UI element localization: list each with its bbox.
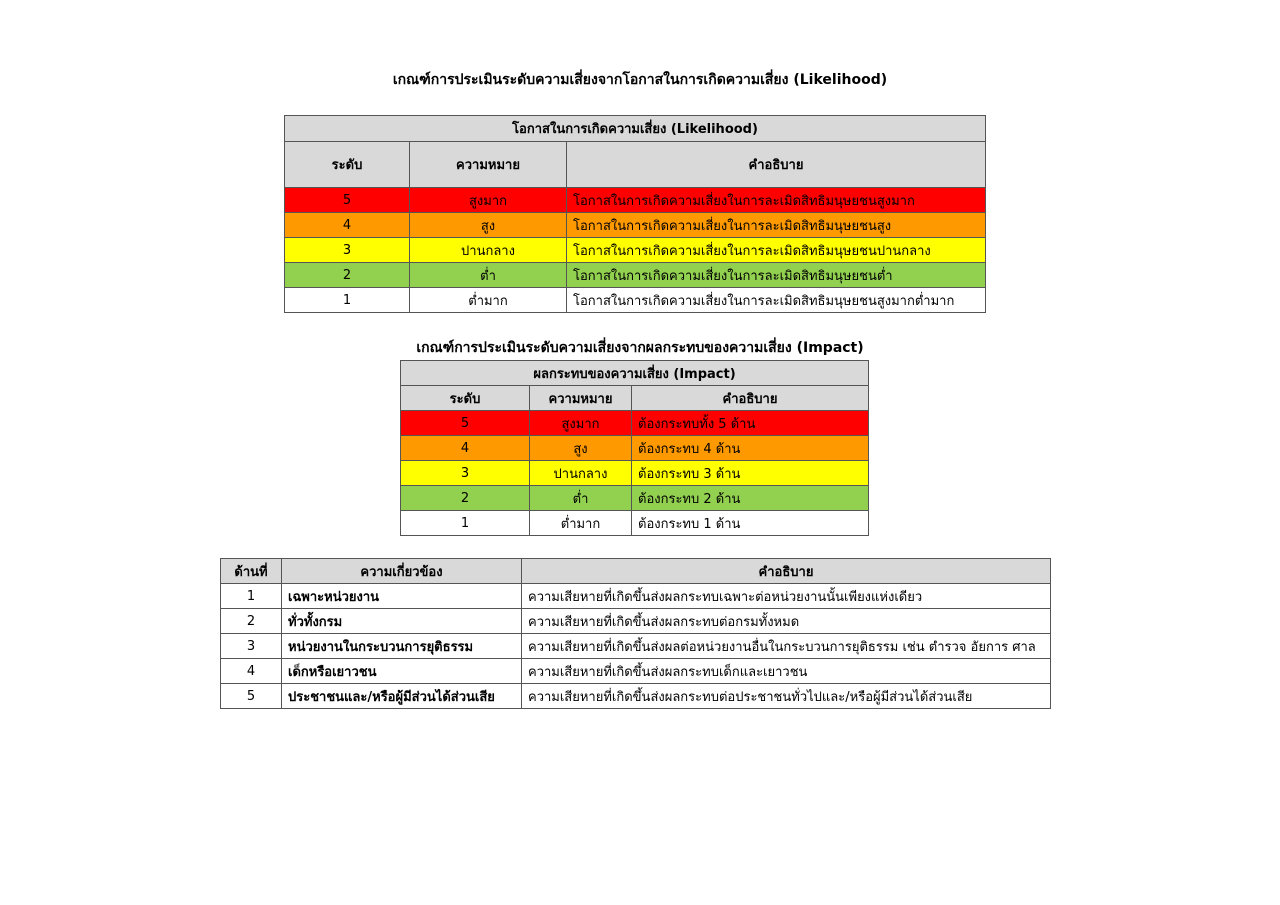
aspect-description: ความเสียหายที่เกิดขึ้นส่งผลกระทบต่อประชาชนทั่วไปและ/หรือผู้มีส่วนได้ส่วนเสีย xyxy=(522,684,1051,709)
impact-table xyxy=(400,360,869,536)
impact-row xyxy=(401,461,869,486)
aspect-description: ความเสียหายที่เกิดขึ้นส่งผลกระทบเด็กและเยาวชน xyxy=(522,659,1051,684)
likelihood-meaning: ต่ำมาก xyxy=(410,288,567,313)
impact-section-title: เกณฑ์การประเมินระดับความเสี่ยงจากผลกระทบของความเสี่ยง (Impact) xyxy=(416,340,864,356)
aspects-header-number: ด้านที่ xyxy=(221,559,282,584)
likelihood-meaning: ต่ำ xyxy=(410,263,567,288)
aspects-row xyxy=(221,584,1051,609)
impact-description: ต้องกระทบ 3 ด้าน xyxy=(632,461,869,486)
likelihood-description: โอกาสในการเกิดความเสี่ยงในการละเมิดสิทธิมนุษยชนสูง xyxy=(567,213,986,238)
aspects-row xyxy=(221,634,1051,659)
aspects-row xyxy=(221,609,1051,634)
aspect-relevance: หน่วยงานในกระบวนการยุติธรรม xyxy=(282,634,522,659)
impact-row xyxy=(401,511,869,536)
likelihood-description: โอกาสในการเกิดความเสี่ยงในการละเมิดสิทธิมนุษยชนต่ำ xyxy=(567,263,986,288)
aspect-description: ความเสียหายที่เกิดขึ้นส่งผลกระทบต่อกรมทั้งหมด xyxy=(522,609,1051,634)
impact-description: ต้องกระทบ 4 ด้าน xyxy=(632,436,869,461)
impact-meaning: ต่ำมาก xyxy=(530,511,632,536)
impact-level: 1 xyxy=(401,511,530,536)
aspect-description: ความเสียหายที่เกิดขึ้นส่งผลต่อหน่วยงานอื่นในกระบวนการยุติธรรม เช่น ตำรวจ อัยการ ศาล xyxy=(522,634,1051,659)
impact-row xyxy=(401,411,869,436)
aspect-relevance: ทั่วทั้งกรม xyxy=(282,609,522,634)
likelihood-level: 2 xyxy=(285,263,410,288)
impact-level: 2 xyxy=(401,486,530,511)
likelihood-header-meaning: ความหมาย xyxy=(410,142,567,188)
likelihood-table xyxy=(284,115,986,313)
impact-description: ต้องกระทบ 1 ด้าน xyxy=(632,511,869,536)
impact-meaning: ต่ำ xyxy=(530,486,632,511)
likelihood-header-level: ระดับ xyxy=(285,142,410,188)
likelihood-header-description: คำอธิบาย xyxy=(567,142,986,188)
aspect-number: 4 xyxy=(221,659,282,684)
likelihood-section-title: เกณฑ์การประเมินระดับความเสี่ยงจากโอกาสในการเกิดความเสี่ยง (Likelihood) xyxy=(392,72,888,88)
aspect-relevance: ประชาชนและ/หรือผู้มีส่วนได้ส่วนเสีย xyxy=(282,684,522,709)
impact-row xyxy=(401,486,869,511)
impact-description: ต้องกระทบ 2 ด้าน xyxy=(632,486,869,511)
likelihood-level: 3 xyxy=(285,238,410,263)
likelihood-row xyxy=(285,238,986,263)
aspect-number: 1 xyxy=(221,584,282,609)
aspects-table xyxy=(220,558,1051,709)
impact-level: 5 xyxy=(401,411,530,436)
impact-description: ต้องกระทบทั้ง 5 ด้าน xyxy=(632,411,869,436)
impact-row xyxy=(401,436,869,461)
likelihood-meaning: สูงมาก xyxy=(410,188,567,213)
aspect-number: 2 xyxy=(221,609,282,634)
impact-meaning: ปานกลาง xyxy=(530,461,632,486)
aspects-header-description: คำอธิบาย xyxy=(522,559,1051,584)
aspect-description: ความเสียหายที่เกิดขึ้นส่งผลกระทบเฉพาะต่อหน่วยงานนั้นเพียงแห่งเดียว xyxy=(522,584,1051,609)
likelihood-meaning: ปานกลาง xyxy=(410,238,567,263)
aspect-relevance: เฉพาะหน่วยงาน xyxy=(282,584,522,609)
impact-table-title: ผลกระทบของความเสี่ยง (Impact) xyxy=(401,361,869,386)
likelihood-level: 5 xyxy=(285,188,410,213)
likelihood-level: 1 xyxy=(285,288,410,313)
likelihood-row xyxy=(285,188,986,213)
likelihood-table-title: โอกาสในการเกิดความเสี่ยง (Likelihood) xyxy=(285,116,986,142)
impact-meaning: สูงมาก xyxy=(530,411,632,436)
likelihood-level: 4 xyxy=(285,213,410,238)
likelihood-row xyxy=(285,288,986,313)
likelihood-row xyxy=(285,263,986,288)
likelihood-description: โอกาสในการเกิดความเสี่ยงในการละเมิดสิทธิมนุษยชนสูงมาก xyxy=(567,188,986,213)
aspects-row xyxy=(221,684,1051,709)
aspect-relevance: เด็กหรือเยาวชน xyxy=(282,659,522,684)
aspects-row xyxy=(221,659,1051,684)
aspect-number: 3 xyxy=(221,634,282,659)
impact-level: 3 xyxy=(401,461,530,486)
likelihood-row xyxy=(285,213,986,238)
likelihood-description: โอกาสในการเกิดความเสี่ยงในการละเมิดสิทธิมนุษยชนปานกลาง xyxy=(567,238,986,263)
likelihood-meaning: สูง xyxy=(410,213,567,238)
likelihood-description: โอกาสในการเกิดความเสี่ยงในการละเมิดสิทธิมนุษยชนสูงมากต่ำมาก xyxy=(567,288,986,313)
impact-meaning: สูง xyxy=(530,436,632,461)
aspect-number: 5 xyxy=(221,684,282,709)
aspects-header-relevance: ความเกี่ยวข้อง xyxy=(282,559,522,584)
impact-header-level: ระดับ xyxy=(401,386,530,411)
impact-level: 4 xyxy=(401,436,530,461)
impact-header-description: คำอธิบาย xyxy=(632,386,869,411)
impact-header-meaning: ความหมาย xyxy=(530,386,632,411)
